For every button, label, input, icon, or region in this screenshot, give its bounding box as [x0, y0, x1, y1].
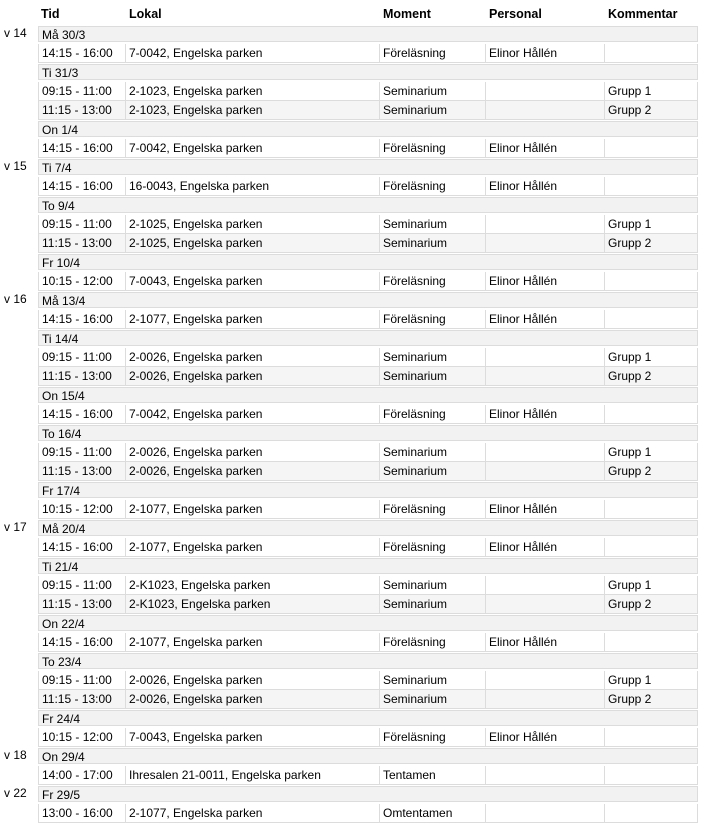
cell-moment: Föreläsning [379, 177, 485, 196]
cell-moment: Föreläsning [379, 139, 485, 158]
cell-lokal: 2-0026, Engelska parken [125, 443, 379, 462]
day-header: Må 20/4 [38, 520, 698, 536]
table-row [38, 272, 698, 291]
cell-moment: Omtentamen [379, 804, 485, 823]
cell-tid: 11:15 - 13:00 [38, 462, 125, 481]
cell-personal: Elinor Hållén [485, 177, 604, 196]
cell-tid: 14:15 - 16:00 [38, 44, 125, 63]
cell-kommentar [604, 405, 698, 424]
cell-lokal: Ihresalen 21-0011, Engelska parken [125, 766, 379, 785]
cell-kommentar [604, 804, 698, 823]
cell-personal: Elinor Hållén [485, 44, 604, 63]
cell-moment: Seminarium [379, 234, 485, 253]
cell-personal [485, 671, 604, 690]
table-row [38, 348, 698, 367]
cell-kommentar [604, 633, 698, 652]
cell-kommentar [604, 44, 698, 63]
day-header: Ti 7/4 [38, 159, 698, 175]
cell-lokal: 7-0043, Engelska parken [125, 728, 379, 747]
cell-moment: Tentamen [379, 766, 485, 785]
cell-lokal: 2-1023, Engelska parken [125, 101, 379, 120]
cell-tid: 09:15 - 11:00 [38, 82, 125, 101]
day-header: To 16/4 [38, 425, 698, 441]
cell-personal: Elinor Hållén [485, 538, 604, 557]
cell-personal: Elinor Hållén [485, 500, 604, 519]
cell-kommentar: Grupp 1 [604, 348, 698, 367]
cell-kommentar [604, 538, 698, 557]
cell-lokal: 7-0042, Engelska parken [125, 139, 379, 158]
cell-lokal: 7-0042, Engelska parken [125, 405, 379, 424]
cell-personal [485, 348, 604, 367]
cell-personal [485, 82, 604, 101]
cell-tid: 09:15 - 11:00 [38, 671, 125, 690]
cell-moment: Seminarium [379, 462, 485, 481]
cell-tid: 09:15 - 11:00 [38, 348, 125, 367]
cell-moment: Seminarium [379, 595, 485, 614]
table-row [38, 82, 698, 101]
table-row [38, 576, 698, 595]
day-header: Må 13/4 [38, 292, 698, 308]
cell-kommentar [604, 500, 698, 519]
cell-kommentar: Grupp 2 [604, 462, 698, 481]
cell-lokal: 2-1025, Engelska parken [125, 215, 379, 234]
cell-moment: Seminarium [379, 367, 485, 386]
cell-lokal: 2-1077, Engelska parken [125, 538, 379, 557]
week-label: v 22 [4, 786, 27, 800]
cell-moment: Föreläsning [379, 633, 485, 652]
day-header: Fr 29/5 [38, 786, 698, 802]
week-label: v 15 [4, 159, 27, 173]
column-header-moment: Moment [383, 7, 431, 21]
cell-kommentar: Grupp 2 [604, 595, 698, 614]
cell-personal: Elinor Hållén [485, 728, 604, 747]
cell-kommentar [604, 177, 698, 196]
table-row [38, 101, 698, 120]
cell-lokal: 7-0042, Engelska parken [125, 44, 379, 63]
cell-tid: 14:15 - 16:00 [38, 139, 125, 158]
cell-kommentar: Grupp 1 [604, 671, 698, 690]
cell-lokal: 2-0026, Engelska parken [125, 348, 379, 367]
cell-kommentar: Grupp 2 [604, 101, 698, 120]
cell-lokal: 2-0026, Engelska parken [125, 462, 379, 481]
cell-tid: 14:15 - 16:00 [38, 633, 125, 652]
cell-tid: 10:15 - 12:00 [38, 272, 125, 291]
cell-moment: Föreläsning [379, 538, 485, 557]
cell-lokal: 2-1025, Engelska parken [125, 234, 379, 253]
cell-kommentar [604, 728, 698, 747]
cell-kommentar [604, 272, 698, 291]
table-row [38, 728, 698, 747]
cell-personal: Elinor Hållén [485, 139, 604, 158]
cell-kommentar: Grupp 1 [604, 576, 698, 595]
cell-personal [485, 690, 604, 709]
cell-personal: Elinor Hållén [485, 272, 604, 291]
cell-tid: 11:15 - 13:00 [38, 101, 125, 120]
table-row [38, 405, 698, 424]
cell-lokal: 2-0026, Engelska parken [125, 671, 379, 690]
cell-tid: 14:15 - 16:00 [38, 538, 125, 557]
cell-kommentar: Grupp 2 [604, 234, 698, 253]
week-label: v 18 [4, 748, 27, 762]
cell-personal [485, 766, 604, 785]
cell-tid: 11:15 - 13:00 [38, 234, 125, 253]
cell-lokal: 2-0026, Engelska parken [125, 367, 379, 386]
cell-moment: Seminarium [379, 101, 485, 120]
cell-lokal: 16-0043, Engelska parken [125, 177, 379, 196]
cell-tid: 10:15 - 12:00 [38, 728, 125, 747]
table-row [38, 310, 698, 329]
day-header: Ti 14/4 [38, 330, 698, 346]
cell-tid: 14:15 - 16:00 [38, 310, 125, 329]
cell-tid: 14:00 - 17:00 [38, 766, 125, 785]
column-header-lokal: Lokal [129, 7, 162, 21]
day-header: Fr 24/4 [38, 710, 698, 726]
cell-tid: 11:15 - 13:00 [38, 595, 125, 614]
cell-kommentar: Grupp 2 [604, 367, 698, 386]
week-label: v 17 [4, 520, 27, 534]
day-header: Fr 17/4 [38, 482, 698, 498]
cell-tid: 14:15 - 16:00 [38, 177, 125, 196]
cell-personal [485, 101, 604, 120]
cell-kommentar [604, 139, 698, 158]
day-header: Må 30/3 [38, 26, 698, 42]
day-header: Ti 21/4 [38, 558, 698, 574]
cell-personal [485, 234, 604, 253]
table-row [38, 595, 698, 614]
cell-lokal: 2-1077, Engelska parken [125, 500, 379, 519]
day-header: Ti 31/3 [38, 64, 698, 80]
cell-tid: 13:00 - 16:00 [38, 804, 125, 823]
column-header-kommentar: Kommentar [608, 7, 678, 21]
column-header-tid: Tid [41, 7, 60, 21]
cell-personal [485, 804, 604, 823]
day-header: On 22/4 [38, 615, 698, 631]
cell-lokal: 2-K1023, Engelska parken [125, 595, 379, 614]
cell-moment: Föreläsning [379, 728, 485, 747]
table-row [38, 462, 698, 481]
table-row [38, 177, 698, 196]
cell-lokal: 2-1077, Engelska parken [125, 310, 379, 329]
cell-lokal: 2-K1023, Engelska parken [125, 576, 379, 595]
table-row [38, 234, 698, 253]
cell-kommentar [604, 766, 698, 785]
day-header: On 29/4 [38, 748, 698, 764]
table-row [38, 804, 698, 823]
cell-personal [485, 443, 604, 462]
cell-personal [485, 595, 604, 614]
cell-personal: Elinor Hållén [485, 633, 604, 652]
day-header: On 15/4 [38, 387, 698, 403]
cell-moment: Seminarium [379, 690, 485, 709]
cell-lokal: 7-0043, Engelska parken [125, 272, 379, 291]
cell-moment: Seminarium [379, 576, 485, 595]
cell-personal [485, 462, 604, 481]
table-row [38, 538, 698, 557]
table-row [38, 443, 698, 462]
cell-kommentar: Grupp 1 [604, 443, 698, 462]
table-row [38, 766, 698, 785]
cell-moment: Föreläsning [379, 44, 485, 63]
cell-tid: 14:15 - 16:00 [38, 405, 125, 424]
cell-personal [485, 367, 604, 386]
cell-kommentar [604, 310, 698, 329]
table-row [38, 367, 698, 386]
day-header: On 1/4 [38, 121, 698, 137]
cell-moment: Seminarium [379, 671, 485, 690]
cell-tid: 09:15 - 11:00 [38, 443, 125, 462]
cell-lokal: 2-1077, Engelska parken [125, 804, 379, 823]
cell-moment: Föreläsning [379, 272, 485, 291]
table-row [38, 671, 698, 690]
cell-personal [485, 576, 604, 595]
table-row [38, 690, 698, 709]
table-row [38, 633, 698, 652]
cell-moment: Seminarium [379, 348, 485, 367]
day-header: Fr 10/4 [38, 254, 698, 270]
cell-lokal: 2-0026, Engelska parken [125, 690, 379, 709]
cell-lokal: 2-1023, Engelska parken [125, 82, 379, 101]
cell-moment: Seminarium [379, 443, 485, 462]
table-row [38, 500, 698, 519]
table-row [38, 44, 698, 63]
week-label: v 14 [4, 26, 27, 40]
week-label: v 16 [4, 292, 27, 306]
cell-moment: Föreläsning [379, 310, 485, 329]
cell-kommentar: Grupp 1 [604, 82, 698, 101]
cell-tid: 11:15 - 13:00 [38, 367, 125, 386]
cell-tid: 11:15 - 13:00 [38, 690, 125, 709]
cell-personal: Elinor Hållén [485, 405, 604, 424]
cell-personal: Elinor Hållén [485, 310, 604, 329]
cell-tid: 09:15 - 11:00 [38, 215, 125, 234]
cell-tid: 10:15 - 12:00 [38, 500, 125, 519]
cell-moment: Föreläsning [379, 405, 485, 424]
cell-personal [485, 215, 604, 234]
column-header-personal: Personal [489, 7, 542, 21]
cell-moment: Seminarium [379, 82, 485, 101]
table-row [38, 139, 698, 158]
cell-kommentar: Grupp 1 [604, 215, 698, 234]
day-header: To 23/4 [38, 653, 698, 669]
cell-moment: Föreläsning [379, 500, 485, 519]
cell-lokal: 2-1077, Engelska parken [125, 633, 379, 652]
cell-tid: 09:15 - 11:00 [38, 576, 125, 595]
table-row [38, 215, 698, 234]
cell-moment: Seminarium [379, 215, 485, 234]
cell-kommentar: Grupp 2 [604, 690, 698, 709]
day-header: To 9/4 [38, 197, 698, 213]
